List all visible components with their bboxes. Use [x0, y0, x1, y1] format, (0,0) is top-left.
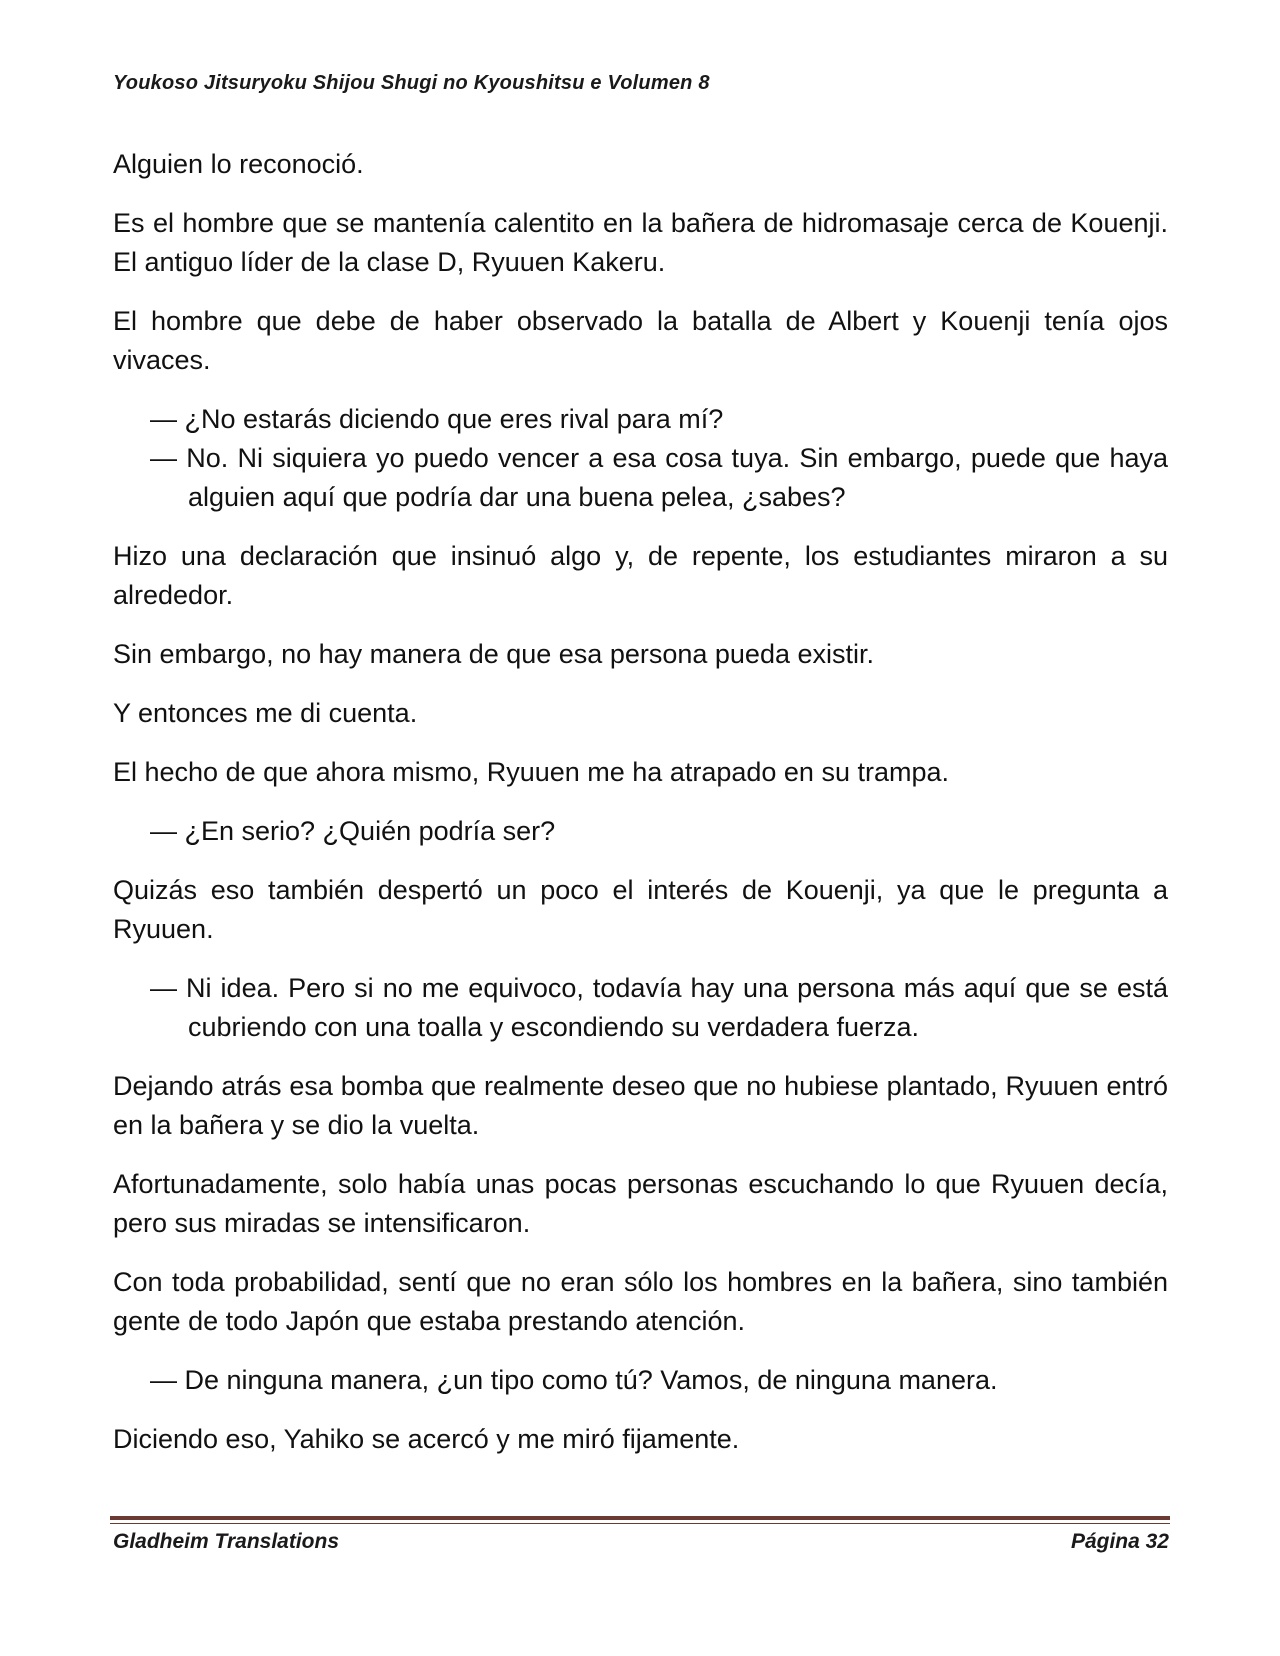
document-body	[113, 145, 1168, 1479]
footer-page-number: Página 32	[1070, 1530, 1169, 1553]
dialogue-line: — No. Ni siquiera yo puedo vencer a esa cosa tuya. Sin embargo, puede que haya alguien aquí que podría dar una buena pelea, ¿sabes?	[150, 443, 1168, 512]
paragraph: Diciendo eso, Yahiko se acercó y me miró fijamente.	[113, 1424, 740, 1454]
dialogue-line: — ¿En serio? ¿Quién podría ser?	[150, 816, 556, 846]
footer-rule	[110, 1516, 1170, 1520]
paragraph: Afortunadamente, solo había unas pocas personas escuchando lo que Ryuuen decía, pero sus miradas se intensificaron.	[113, 1169, 1168, 1238]
paragraph: Quizás eso también despertó un poco el interés de Kouenji, ya que le pregunta a Ryuuen.	[113, 875, 1168, 944]
footer-translator-name: Gladheim Translations	[113, 1530, 340, 1553]
dialogue-line: — Ni idea. Pero si no me equivoco, todavía hay una persona más aquí que se está cubriendo con una toalla y escondiendo su verdadera fuerza.	[150, 973, 1168, 1042]
paragraph: El hecho de que ahora mismo, Ryuuen me ha atrapado en su trampa.	[113, 757, 949, 787]
footer-rule-thin	[110, 1523, 1170, 1524]
paragraph: Alguien lo reconoció.	[113, 149, 364, 179]
dialogue-group	[113, 969, 1168, 1047]
paragraph: Dejando atrás esa bomba que realmente deseo que no hubiese plantado, Ryuuen entró en la bañera y se dio la vuelta.	[113, 1071, 1168, 1140]
paragraph: El hombre que debe de haber observado la batalla de Albert y Kouenji tenía ojos vivaces.	[113, 306, 1168, 375]
paragraph: Sin embargo, no hay manera de que esa persona pueda existir.	[113, 639, 874, 669]
paragraph: Hizo una declaración que insinuó algo y, de repente, los estudiantes miraron a su alrededor.	[113, 541, 1168, 610]
dialogue-group	[113, 1361, 1168, 1400]
paragraph: Es el hombre que se mantenía calentito en la bañera de hidromasaje cerca de Kouenji. El antiguo líder de la clase D, Ryuuen Kakeru.	[113, 208, 1168, 277]
dialogue-line: — ¿No estarás diciendo que eres rival para mí?	[150, 404, 724, 434]
paragraph: Con toda probabilidad, sentí que no eran sólo los hombres en la bañera, sino también gente de todo Japón que estaba prestando atención.	[113, 1267, 1168, 1336]
page-header-title: Youkoso Jitsuryoku Shijou Shugi no Kyoushitsu e Volumen 8	[113, 72, 710, 94]
paragraph: Y entonces me di cuenta.	[113, 698, 418, 728]
dialogue-group	[113, 812, 1168, 851]
dialogue-group	[113, 400, 1168, 517]
dialogue-line: — De ninguna manera, ¿un tipo como tú? Vamos, de ninguna manera.	[150, 1365, 998, 1395]
